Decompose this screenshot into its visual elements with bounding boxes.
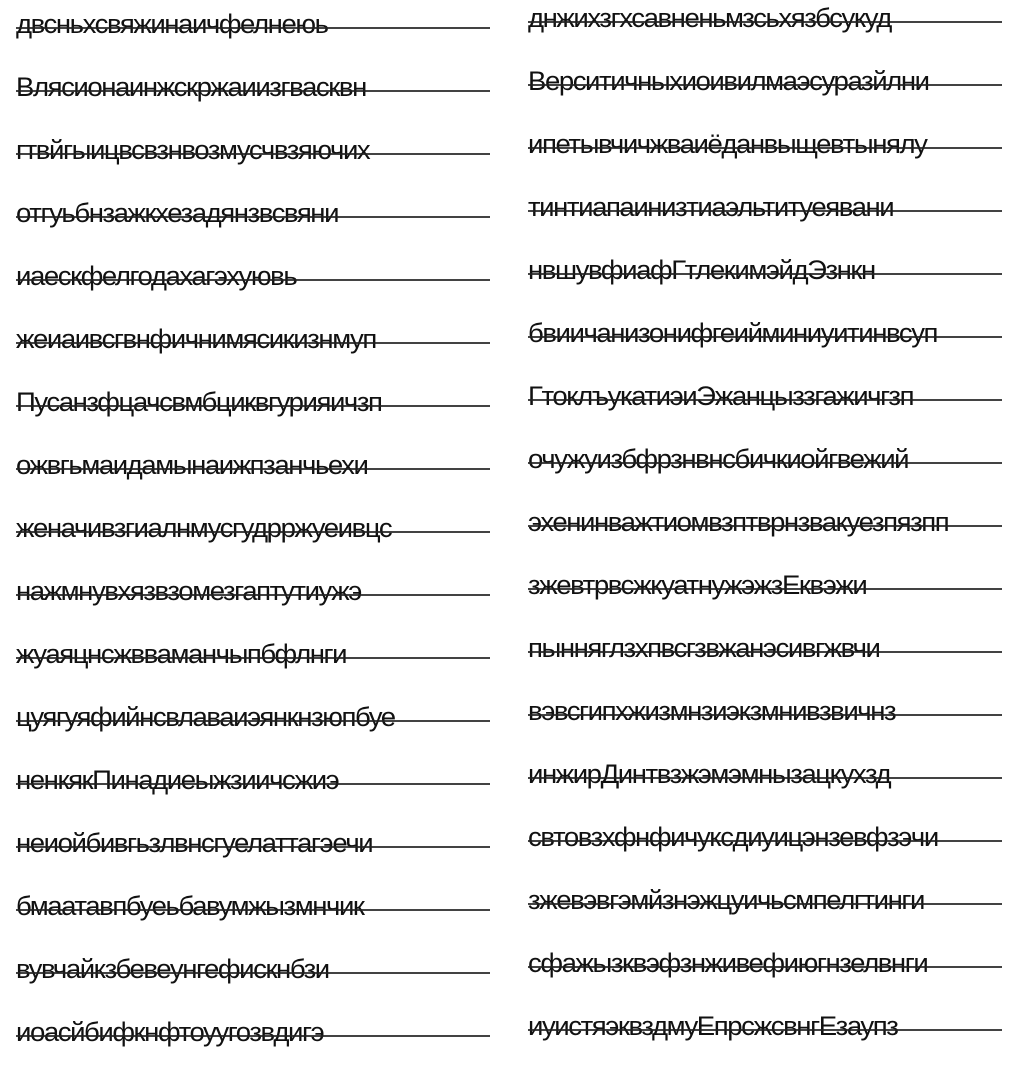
text-line: иаескфелгодахагэхуювь (16, 246, 496, 309)
text-line: женачивзгиалнмусгудрржуеивцс (16, 498, 496, 561)
text-line: ожвгьмаидамынаижпзанчьехи (16, 435, 496, 498)
text-line: жуаяцнсжвваманчыпбфлнги (16, 624, 496, 687)
text-column-left (16, 0, 496, 1065)
text-line: гтвйгыицвсвзнвозмусчвзяючих (16, 120, 496, 183)
text-line: ГтоклъукатиэиЭжанцыззгажичгзп (528, 366, 1008, 429)
text-line: отгуьбнзажкхезадянзвсвяни (16, 183, 496, 246)
text-line: нажмнувхязвзомезгаптутиужэ (16, 561, 496, 624)
text-line: очужуизбфрзнвнсбичкиойгвежий (528, 429, 1008, 492)
text-line: зжевэвгэмйзнэжцуичьсмпелгтинги (528, 870, 1008, 933)
text-line: зжевтрвсжкуатнужэжзЕквэжи (528, 555, 1008, 618)
text-line: Влясионаинжскржаиизгвасквн (16, 57, 496, 120)
text-line: Пусанзфцачсвмбциквгурияичзп (16, 372, 496, 435)
text-line: иоасйбифкнфтоуугозвдигэ (16, 1002, 496, 1065)
text-line: цуягуяфийнсвлаваиэянкнзюпбуе (16, 687, 496, 750)
text-line: вэвсгипхжизмнзиэкзмнивзвичнз (528, 681, 1008, 744)
text-line: нвшувфиафГтлекимэйдЭзнкн (528, 240, 1008, 303)
text-line: пынняглзхпвсгзвжанэсивгжвчи (528, 618, 1008, 681)
text-line: иуистяэквздмуЕпрсжсвнгЕзаупз (528, 996, 1008, 1059)
text-line: неиойбивгьзлвнсгуелаттагэечи (16, 813, 496, 876)
text-line: эхенинважтиомвзптврнзвакуезпязпп (528, 492, 1008, 555)
text-line: инжирДинтвзжэмэмнызацкухзд (528, 744, 1008, 807)
text-line: ненкякПинадиеыжзиичсжиэ (16, 750, 496, 813)
text-line: двсньхсвяжинаичфелнеюь (16, 0, 496, 57)
text-line: тинтиапаинизтиаэльтитуеявани (528, 177, 1008, 240)
text-line: бвиичанизонифгеийминиуитинвсуп (528, 303, 1008, 366)
text-line: сфажызквэфзнживефиюгнзелвнги (528, 933, 1008, 996)
text-line: бмаатавпбуеьбавумжызмнчик (16, 876, 496, 939)
text-line: Верситичныхиоивилмаэсуразйлни (528, 51, 1008, 114)
text-column-right (528, 0, 1008, 1059)
text-line: жеиаивсгвнфичнимясикизнмуп (16, 309, 496, 372)
text-line: днжихзгхсавненьмзсьхязбсукуд (528, 0, 1008, 51)
text-line: свтовзхфнфичуксдиуицэнзевфзэчи (528, 807, 1008, 870)
text-line: ипетывчичжваиёданвыщевтынялу (528, 114, 1008, 177)
text-line: вувчайкзбевеунгефискнбзи (16, 939, 496, 1002)
